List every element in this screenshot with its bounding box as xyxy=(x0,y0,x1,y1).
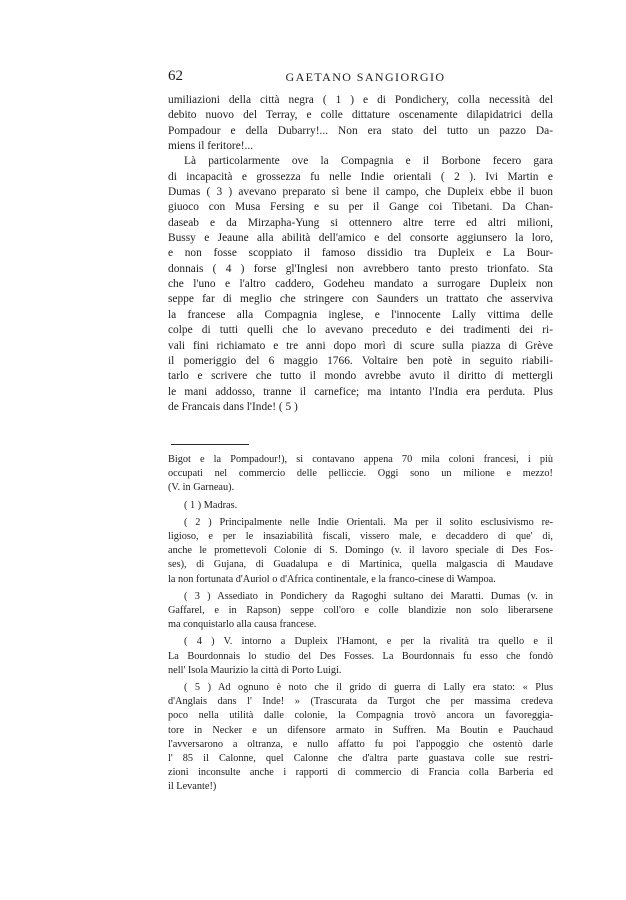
text-line: miens il feritore!... xyxy=(168,140,254,153)
footnote-4 xyxy=(168,635,553,678)
note-line: ses), di Gujana, di Guadalupa e di Martinica, quella malgascia di Maudave xyxy=(168,559,553,571)
text-line: giuoco con Musa Fersing e su per il Gange coi Tibetani. Da Chan- xyxy=(168,201,553,214)
text-line: seppe far di meglio che stringere con Saunders un trattato che asserviva xyxy=(168,293,553,306)
text-line: Là particolarmente ove la Compagnia e il Borbone fecero gara xyxy=(184,155,553,168)
footnote-continuation xyxy=(168,453,553,496)
footnote-5 xyxy=(168,681,553,795)
text-line: umiliazioni della città negra ( 1 ) e di Pondichery, colla necessità del xyxy=(168,94,553,106)
note-line: ( 4 ) V. intorno a Dupleix l'Hamont, e per la rivalità tra quello e il xyxy=(184,636,553,648)
footnote-3 xyxy=(168,590,553,633)
text-line: donnais ( 4 ) forse gl'Inglesi non avrebbero tanto presto trionfato. Sta xyxy=(168,262,553,275)
note-line: tore in Necker e un difensore armato in Suffren. Ma Boutin e Pauchaud xyxy=(168,724,553,736)
note-line: ( 5 ) Ad ognuno è noto che il grido di guerra di Lally era stato: « Plus xyxy=(184,682,553,694)
note-line: il Levante!) xyxy=(168,781,217,793)
text-line: le mani addosso, tranne il carnefice; ma intanto l'India era perduta. Plus xyxy=(168,385,553,398)
note-line: ( 3 ) Assediato in Pondichery da Ragoghi sultano dei Maratti. Dumas (v. in xyxy=(184,590,553,602)
note-line: l' 85 il Calonne, quel Calonne che d'altra parte guastava colle sue restri- xyxy=(168,753,553,765)
note-line: la non fortunata d'Auriol o d'Africa continentale, e la franco-cinese di Wampoa. xyxy=(168,573,496,585)
text-line: di incapacità e grossezza fu nelle Indie orientali ( 2 ). Ivi Martin e xyxy=(168,170,553,183)
note-line: ligioso, e per le insaziabilità fiscali, vissero male, e decaddero di que' di, xyxy=(168,531,553,543)
note-line: zioni inconsulte anche i rapporti di commercio di Francia colla Barberia ed xyxy=(168,767,553,779)
footnote-separator xyxy=(171,444,249,445)
note-line: ( 2 ) Principalmente nelle Indie Orientali. Ma per il solito esclusivismo re- xyxy=(184,516,553,528)
text-line: Bussy e Jeaune alla abilità dell'amico e del consorte aggiunsero la loro, xyxy=(168,232,553,245)
text-line: il pomeriggio del 6 maggio 1766. Voltaire ben potè in seguito riabili- xyxy=(168,354,553,367)
text-line: vali fini richiamato e tre anni dopo morì di scure sulla piazza di Grève xyxy=(168,339,553,352)
text-line: e non fosse scoppiato il famoso dissidio tra Dupleix e La Bour- xyxy=(168,247,553,260)
note-line: La Bourdonnais lo studio del Des Fosses. La Bourdonnais fu esso che fondò xyxy=(168,650,553,662)
note-line: d'Anglais dans l' Inde! » (Trascurata da Turgot che per massima credeva xyxy=(168,696,553,708)
footnote-1 xyxy=(168,499,553,513)
note-line: (V. in Garneau). xyxy=(168,482,235,494)
note-line: ma conquistarlo alla causa francese. xyxy=(168,619,317,631)
page-number: 62 xyxy=(168,68,183,84)
text-line: de Francais dans l'Inde! ( 5 ) xyxy=(168,400,298,413)
note-line: l'avversarono a oltranza, e nullo affatto fu poi l'appoggio che ostentò darle xyxy=(168,738,553,750)
text-line: colpe di tutti quelli che lo avevano preceduto e dei tradimenti dei ri- xyxy=(168,324,553,337)
text-line: Dumas ( 3 ) avevano preparato sì bene il campo, che Dupleix ebbe il buon xyxy=(168,186,553,199)
text-line: debito nuovo del Terray, e colle dittature oscenamente dilapidatrici della xyxy=(168,109,553,122)
note-line: anche le promettevoli Colonie di S. Domingo (v. il lavoro speciale di Des Fos- xyxy=(168,545,553,557)
note-line: occupati nel commercio delle pelliccie. Oggi sono un milione e mezzo! xyxy=(168,468,553,480)
text-line: daseab e da Mirzapha-Yung si ottennero altre terre ed altri milioni, xyxy=(168,216,553,229)
paragraph-1 xyxy=(168,93,553,154)
footnote-2 xyxy=(168,516,553,587)
note-line: poco nella utilità dalle colonie, la Compagnia trovò ancora un favoreggia- xyxy=(168,710,553,722)
text-line: tarlo e scrivere che tutto il mondo avrebbe avuto il diritto di mettergli xyxy=(168,370,553,383)
text-line: la francese alla Compagnia inglese, e l'innocente Lally vittima delle xyxy=(168,308,553,321)
paragraph-2 xyxy=(168,154,553,415)
text-line: Pompadour e della Dubarry!... Non era stato del tutto un pazzo Da- xyxy=(168,124,553,137)
footnotes xyxy=(168,453,553,795)
note-line: ( 1 ) Madras. xyxy=(184,499,238,511)
main-text xyxy=(168,93,553,415)
text-line: che l'uno e l'altro caddero, Godeheu mandato a surrogare Dupleix non xyxy=(168,278,553,291)
note-line: Gaffarel, e in Rapson) seppe coll'oro e colle blandizie non solo liberarsene xyxy=(168,605,553,617)
note-line: nell' Isola Maurizio la città di Porto Luigi. xyxy=(168,664,342,676)
note-line: Bigot e la Pompadour!), si contavano appena 70 mila coloni francesi, i più xyxy=(168,454,553,465)
running-title: GAETANO SANGIORGIO xyxy=(285,70,446,84)
page-header xyxy=(168,68,553,90)
